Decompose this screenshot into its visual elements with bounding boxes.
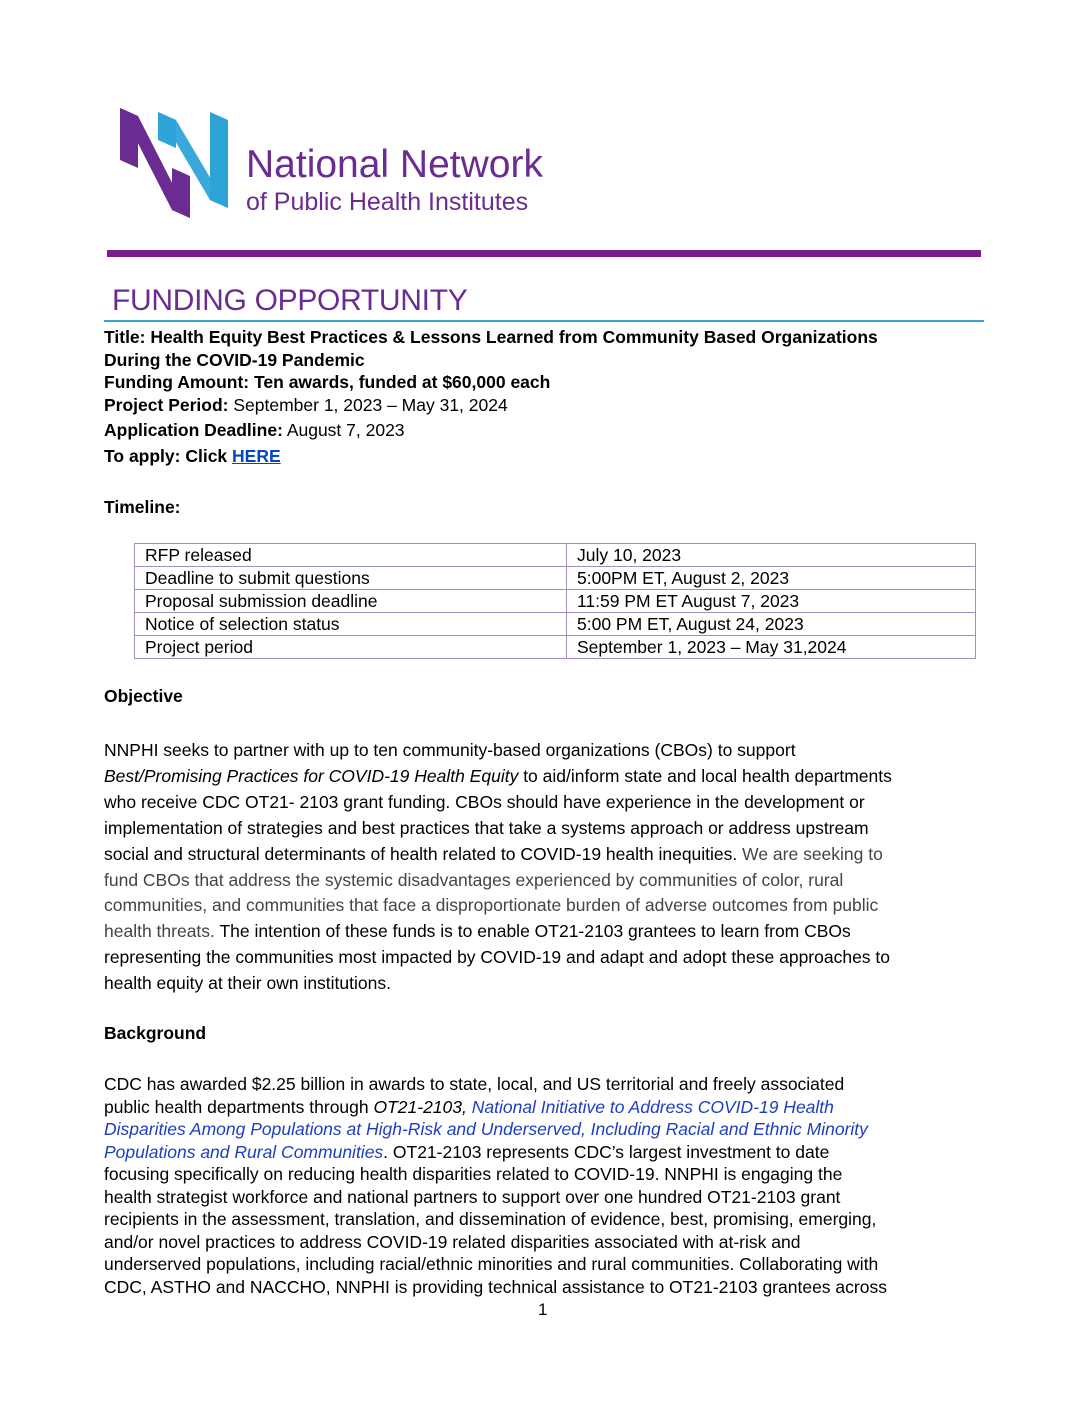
deadline-row (104, 419, 984, 442)
background-line: underserved populations, including racial/ethnic minorities and rural communities. Collaborating with (104, 1254, 879, 1274)
background-italic: OT21-2103, (373, 1096, 467, 1117)
objective-line (104, 842, 984, 868)
table-row (135, 636, 976, 659)
background-line: and/or novel practices to address COVID-19 related disparities associated with at-risk and (104, 1231, 801, 1252)
background-line: health strategist workforce and national partners to support over one hundred OT21-2103 grant (104, 1186, 841, 1207)
objective-text: The intention of these funds is to enable OT21-2103 grantees to learn from CBOs (214, 921, 851, 942)
objective-line: implementation of strategies and best practices that take a systems approach or address upstream (104, 817, 869, 838)
table-row (135, 613, 976, 636)
background-line: focusing specifically on reducing health disparities related to COVID-19. NNPHI is engaging the (104, 1164, 843, 1184)
objective-line: NNPHI seeks to partner with up to ten community-based organizations (CBOs) to support (104, 740, 796, 760)
timeline-event: Project period (135, 636, 567, 659)
page-number: 1 (538, 1300, 548, 1319)
nnphi-logo (118, 108, 598, 218)
timeline-date: 11:59 PM ET August 7, 2023 (567, 590, 976, 613)
background-line (104, 1096, 984, 1119)
timeline-event: Proposal submission deadline (135, 590, 567, 613)
logo-line2: of Public Health Institutes (246, 188, 529, 216)
objective-label: Objective (104, 686, 183, 706)
period-row (104, 394, 984, 417)
timeline-date: 5:00PM ET, August 2, 2023 (567, 567, 976, 590)
title-row-cont (104, 349, 984, 372)
objective-text-grey: We are seeking to (737, 843, 883, 864)
table-row (135, 544, 976, 567)
funding-meta (104, 326, 984, 467)
logo-wordmark (246, 144, 543, 216)
period-value: September 1, 2023 – May 31, 2024 (233, 394, 508, 415)
heading-underline (104, 320, 984, 322)
title-value: Health Equity Best Practices & Lessons Learned from Community Based Organizations (150, 327, 878, 347)
objective-text-grey: health threats. (104, 921, 215, 942)
background-paragraph (104, 1073, 984, 1298)
top-divider (107, 250, 981, 257)
timeline-event: Deadline to submit questions (135, 567, 567, 590)
timeline-date: 5:00 PM ET, August 24, 2023 (567, 613, 976, 636)
table-row (135, 590, 976, 613)
background-line: CDC, ASTHO and NACCHO, NNPHI is providing technical assistance to OT21-2103 grantees across (104, 1276, 887, 1297)
deadline-value: August 7, 2023 (286, 420, 405, 440)
objective-line (104, 764, 984, 790)
page-heading: FUNDING OPPORTUNITY (112, 284, 468, 317)
background-blue-text: Populations and Rural Communities (104, 1141, 384, 1162)
table-row (135, 567, 976, 590)
deadline-label: Application Deadline: (104, 420, 283, 440)
logo-line1: National Network (246, 143, 543, 186)
objective-line: representing the communities most impacted by COVID-19 and adapt and adopt these approaches to (104, 947, 891, 968)
nnphi-n-logo-icon (118, 108, 233, 218)
timeline-label: Timeline: (104, 497, 181, 517)
apply-label: To apply: Click (104, 445, 228, 466)
background-label: Background (104, 1023, 207, 1043)
title-label: Title: (104, 327, 146, 347)
timeline-event: RFP released (135, 544, 567, 567)
objective-text: to aid/inform state and local health departments (518, 765, 892, 786)
apply-link[interactable]: HERE (232, 445, 281, 466)
objective-paragraph (104, 738, 984, 997)
objective-italic: Best/Promising Practices for COVID-19 Health Equity (104, 765, 519, 786)
objective-line (104, 919, 984, 945)
background-line: CDC has awarded $2.25 billion in awards to state, local, and US territorial and freely associated (104, 1074, 845, 1094)
funding-label: Funding Amount: (104, 372, 250, 392)
title-value-cont: During the COVID-19 Pandemic (104, 349, 365, 370)
background-text: public health departments through (104, 1096, 374, 1117)
title-row (104, 326, 984, 349)
apply-row (104, 445, 984, 468)
timeline-table (134, 543, 976, 659)
background-blue-text: National Initiative to Address COVID-19 Health (466, 1096, 834, 1117)
objective-line: communities, and communities that face a disproportionate burden of adverse outcomes from public (104, 895, 879, 916)
timeline-event: Notice of selection status (135, 613, 567, 636)
objective-line: who receive CDC OT21- 2103 grant funding. CBOs should have experience in the development or (104, 791, 865, 812)
objective-text: social and structural determinants of health related to COVID-19 health inequities. (104, 843, 738, 864)
background-text: . OT21-2103 represents CDC’s largest investment to date (383, 1141, 830, 1162)
timeline-date: September 1, 2023 – May 31,2024 (567, 636, 976, 659)
period-label: Project Period: (104, 394, 229, 415)
background-line: Disparities Among Populations at High-Risk and Underserved, Including Racial and Ethnic Minority (104, 1119, 868, 1139)
funding-row (104, 371, 984, 394)
background-line: recipients in the assessment, translation, and dissemination of evidence, best, promising, emerging, (104, 1209, 877, 1229)
objective-line: fund CBOs that address the systemic disadvantages experienced by communities of color, rural (104, 869, 844, 890)
funding-value: Ten awards, funded at $60,000 each (254, 372, 551, 392)
objective-line: health equity at their own institutions. (104, 973, 391, 994)
background-line (104, 1141, 984, 1164)
timeline-date: July 10, 2023 (567, 544, 976, 567)
